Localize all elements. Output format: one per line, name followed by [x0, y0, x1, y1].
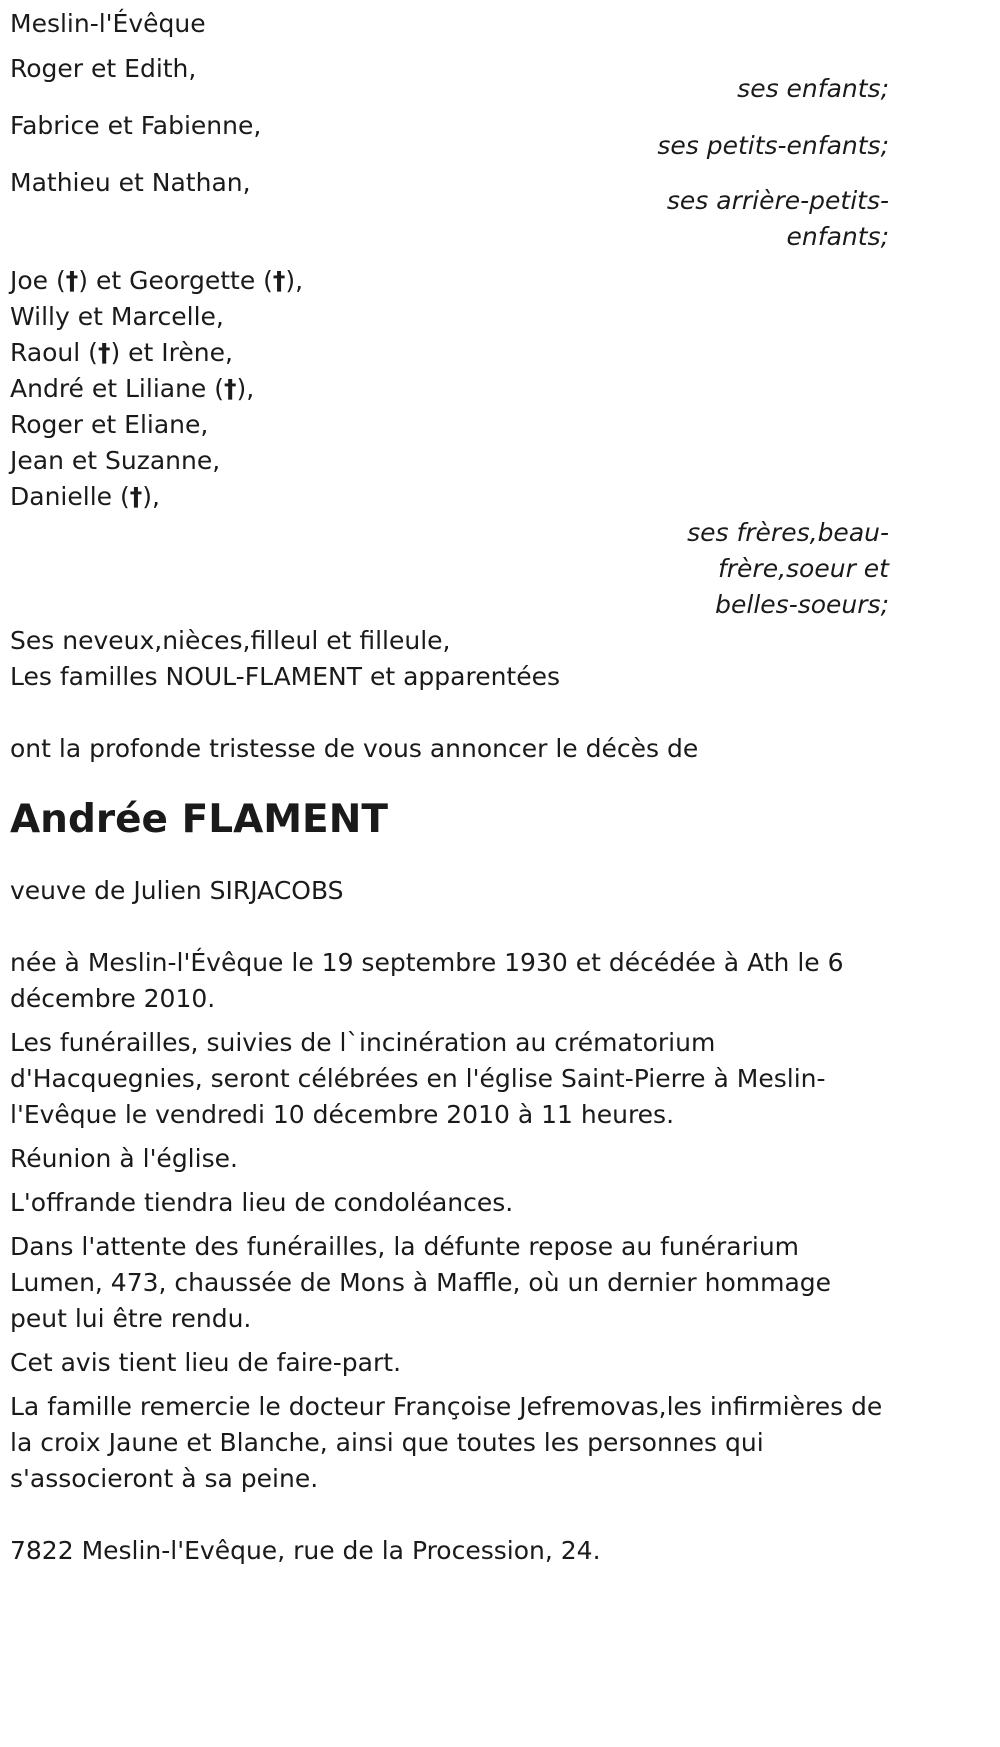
- cross-icon: †: [272, 266, 286, 295]
- families-line: Les familles NOUL-FLAMENT et apparentées: [10, 662, 561, 691]
- great-grandchildren-names: Mathieu et Nathan,: [10, 168, 251, 197]
- children-relation: ses enfants;: [737, 74, 889, 103]
- siblings-relation-line2: frère,soeur et: [717, 554, 889, 583]
- sibling-line: Willy et Marcelle,: [10, 302, 224, 331]
- sibling-line: Jean et Suzanne,: [10, 446, 221, 475]
- sibling-line: [10, 335, 910, 371]
- sibling-line: [10, 371, 910, 407]
- offering-paragraph: L'offrande tiendra lieu de condoléances.: [10, 1188, 514, 1217]
- thanks-paragraph: La famille remercie le docteur Françoise Jefremovas,les infirmières de la croix Jaune et Blanche, ainsi que toutes les personnes qui s'associeront à sa peine.: [10, 1392, 883, 1493]
- place-header: Meslin-l'Évêque: [10, 9, 206, 38]
- grandchildren-relation: ses petits-enfants;: [657, 131, 889, 160]
- birth-death-paragraph: née à Meslin-l'Évêque le 19 septembre 1930 et décédée à Ath le 6 décembre 2010.: [10, 948, 844, 1013]
- meeting-paragraph: Réunion à l'église.: [10, 1144, 238, 1173]
- cross-icon: †: [97, 338, 111, 367]
- cross-icon: †: [129, 482, 143, 511]
- others-group: [10, 623, 910, 695]
- announcement: ont la profonde tristesse de vous annoncer le décès de: [10, 734, 699, 763]
- deceased-name: Andrée FLAMENT: [10, 797, 388, 842]
- siblings-relation-line3: belles-soeurs;: [715, 590, 889, 619]
- sibling-line: [10, 479, 910, 515]
- family-group-children: [10, 49, 910, 109]
- grandchildren-names: Fabrice et Fabienne,: [10, 111, 262, 140]
- sibling-text: ),: [285, 266, 304, 295]
- funeral-paragraph: Les funérailles, suivies de l`incinération au crématorium d'Hacquegnies, seront célébrées en l'église Saint-Pierre à Meslin-l'Evêque le vendredi 10 décembre 2010 à 11 heures.: [10, 1028, 826, 1129]
- children-names: Roger et Edith,: [10, 54, 197, 83]
- family-group-great-grandchildren: [10, 163, 910, 255]
- sibling-line: Roger et Eliane,: [10, 410, 209, 439]
- sibling-text: Joe (: [10, 266, 66, 295]
- notice-paragraph: Cet avis tient lieu de faire-part.: [10, 1348, 402, 1377]
- sibling-text: ) et Irène,: [110, 338, 233, 367]
- sibling-line: [10, 263, 910, 299]
- great-grandchildren-relation-line1: ses arrière-petits-: [666, 186, 889, 215]
- great-grandchildren-relation-line2: enfants;: [786, 222, 889, 251]
- siblings-group: [10, 263, 910, 623]
- sibling-text: ),: [142, 482, 160, 511]
- cross-icon: †: [65, 266, 79, 295]
- sibling-text: Raoul (: [10, 338, 98, 367]
- siblings-relation-line1: ses frères,beau-: [687, 518, 889, 547]
- repose-paragraph: Dans l'attente des funérailles, la défunte repose au funérarium Lumen, 473, chaussée de Mons à Maffle, où un dernier hommage peut lui être rendu.: [10, 1232, 832, 1333]
- spouse-line: veuve de Julien SIRJACOBS: [10, 876, 344, 905]
- sibling-text: Danielle (: [10, 482, 130, 511]
- sibling-text: André et Liliane (: [10, 374, 225, 403]
- sibling-text: ) et Georgette (: [78, 266, 273, 295]
- family-group-grandchildren: [10, 106, 910, 166]
- cross-icon: †: [224, 374, 237, 403]
- address-line: 7822 Meslin-l'Evêque, rue de la Procession, 24.: [10, 1536, 601, 1565]
- nephews-line: Ses neveux,nièces,filleul et filleule,: [10, 626, 451, 655]
- sibling-text: ),: [236, 374, 255, 403]
